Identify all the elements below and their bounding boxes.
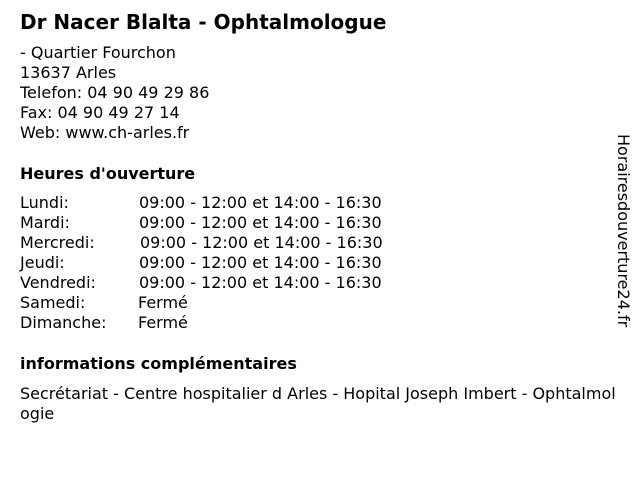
phone-number: Telefon: 04 90 49 29 86	[20, 83, 210, 102]
time-value: Fermé	[138, 313, 188, 332]
day-label: Vendredi:	[20, 273, 96, 292]
site-watermark: Horairesdouverture24.fr	[614, 134, 633, 328]
time-value: 09:00 - 12:00 et 14:00 - 16:30	[140, 233, 383, 252]
time-value: 09:00 - 12:00 et 14:00 - 16:30	[139, 253, 382, 272]
website: Web: www.ch-arles.fr	[20, 123, 190, 142]
street-address: - Quartier Fourchon	[20, 43, 176, 62]
info-text: Secrétariat - Centre hospitalier d Arles - Hopital Joseph Imbert - Ophtalmologie	[20, 384, 616, 423]
time-value: 09:00 - 12:00 et 14:00 - 16:30	[139, 273, 382, 292]
address-block	[20, 43, 209, 143]
day-label: Jeudi:	[20, 253, 65, 272]
day-label: Mercredi:	[20, 233, 95, 252]
info-heading: informations complémentaires	[20, 354, 297, 373]
time-value: 09:00 - 12:00 et 14:00 - 16:30	[139, 213, 382, 232]
page-title: Dr Nacer Blalta - Ophtalmologue	[20, 10, 387, 34]
day-label: Lundi:	[20, 193, 69, 212]
time-value: 09:00 - 12:00 et 14:00 - 16:30	[139, 193, 382, 212]
day-label: Samedi:	[20, 293, 86, 312]
city-address: 13637 Arles	[20, 63, 117, 82]
day-label: Mardi:	[20, 213, 70, 232]
hours-heading: Heures d'ouverture	[20, 164, 196, 183]
time-value: Fermé	[138, 293, 188, 312]
fax-number: Fax: 04 90 49 27 14	[20, 103, 180, 122]
day-label: Dimanche:	[20, 313, 107, 332]
